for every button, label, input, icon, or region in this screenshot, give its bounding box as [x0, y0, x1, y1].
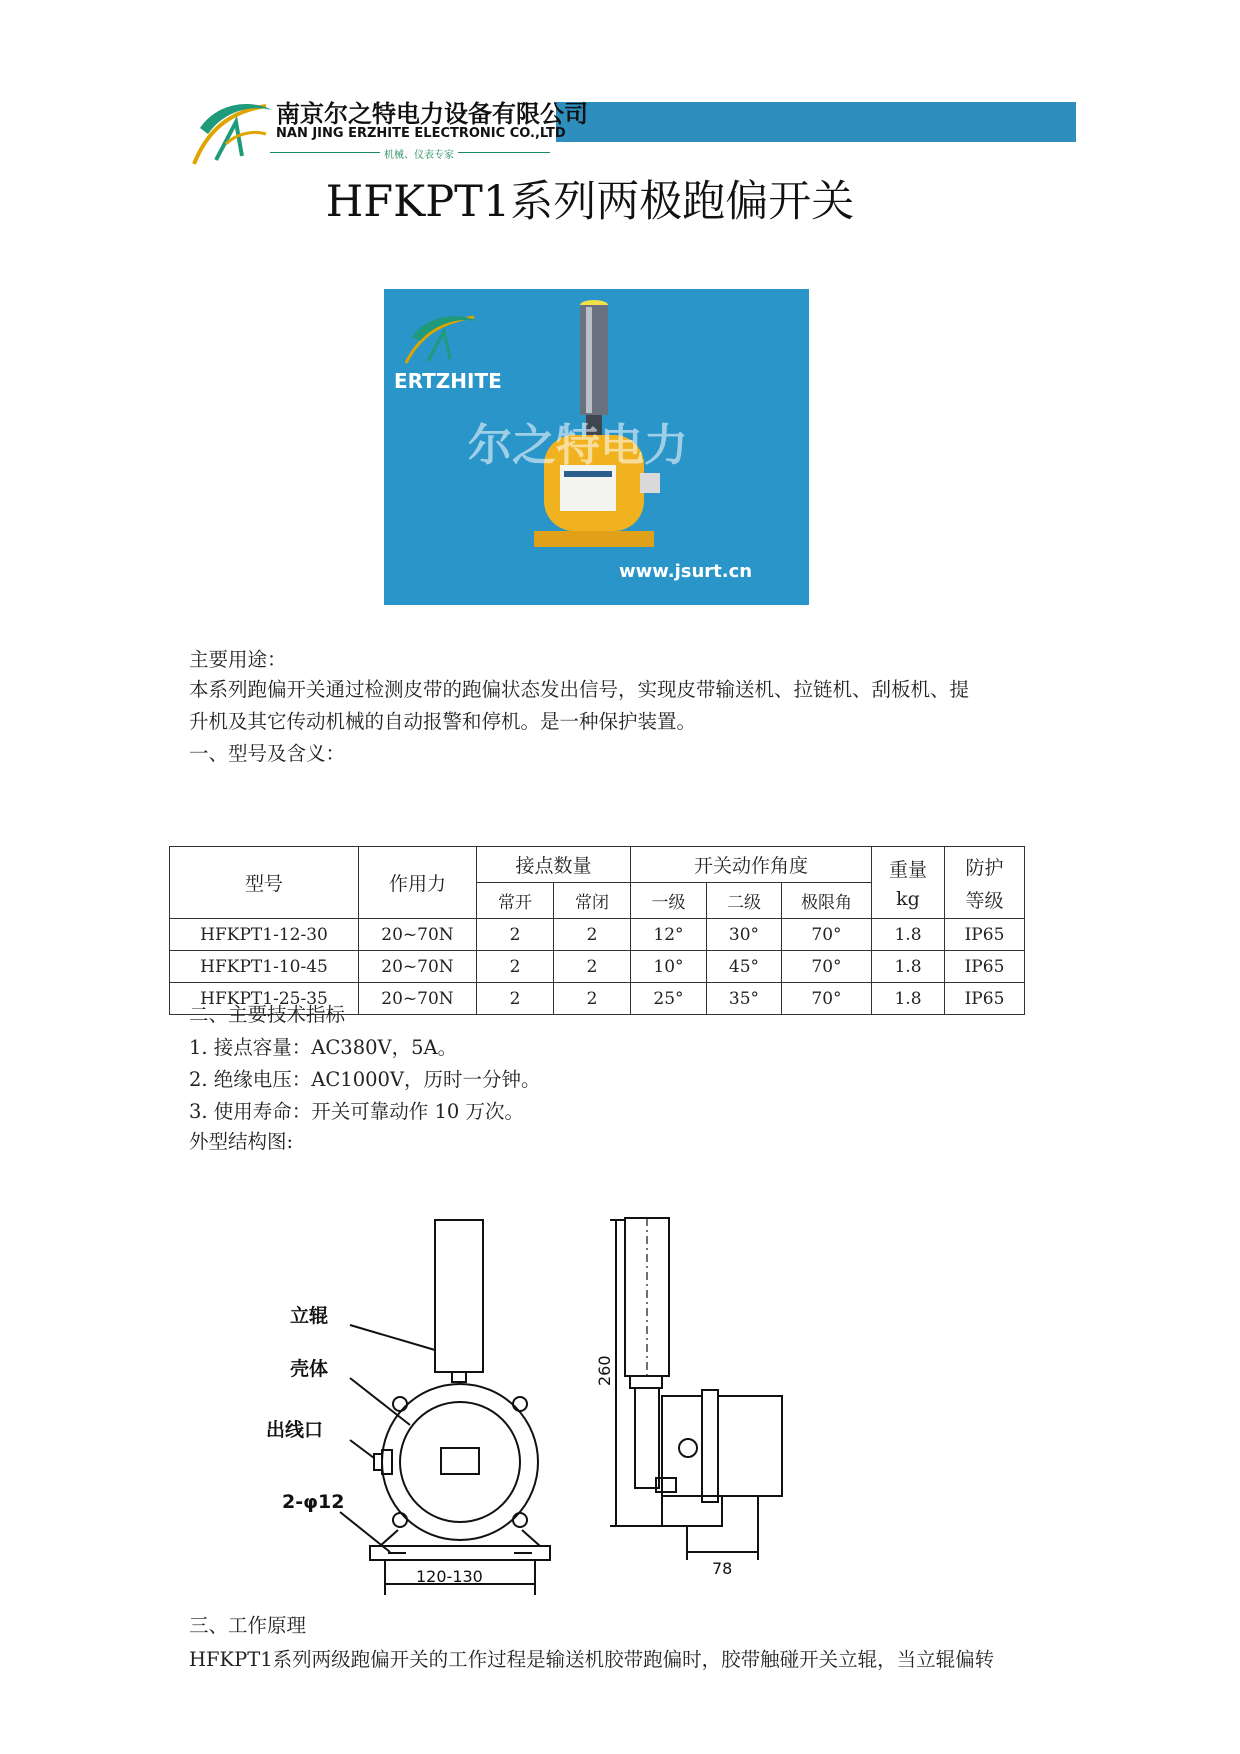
cell-limit: 70°	[782, 983, 872, 1015]
dim-depth: 78	[712, 1559, 733, 1578]
header-normally-open: 常开	[477, 883, 554, 919]
cell-ip: IP65	[945, 919, 1025, 951]
spec-item-1: 1. 接点容量：AC380V，5A。	[189, 1036, 458, 1059]
header-model: 型号	[170, 847, 359, 919]
label-mounting-holes: 2-φ12	[282, 1491, 345, 1513]
company-logo-icon	[186, 94, 276, 166]
photo-watermark: 尔之特电力	[468, 420, 688, 471]
cell-level-1: 10°	[631, 951, 707, 983]
spec-item-3: 3. 使用寿命：开关可靠动作 10 万次。	[189, 1100, 525, 1123]
front-roller-shape	[435, 1220, 483, 1372]
company-tagline: 机械、仪表专家	[380, 146, 458, 161]
cell-weight: 1.8	[872, 951, 945, 983]
main-use-text-line-1: 本系列跑偏开关通过检测皮带的跑偏状态发出信号，实现皮带输送机、拉链机、刮板机、提	[189, 678, 970, 701]
drawing-heading: 外型结构图:	[189, 1130, 294, 1153]
main-use-text-line-2: 升机及其它传动机械的自动报警和停机。是一种保护装置。	[189, 710, 697, 733]
header-banner	[556, 102, 1076, 142]
label-outlet: 出线口	[266, 1419, 324, 1441]
cell-limit: 70°	[782, 919, 872, 951]
header-weight-line-1: 重量	[888, 859, 927, 881]
cell-level-1: 12°	[631, 919, 707, 951]
cell-level-2: 45°	[707, 951, 782, 983]
cell-force: 20~70N	[359, 919, 477, 951]
cell-force: 20~70N	[359, 951, 477, 983]
section-3-heading: 三、工作原理	[189, 1614, 307, 1637]
cell-weight: 1.8	[872, 919, 945, 951]
header-weight-line-2: kg	[896, 888, 920, 910]
company-name-en: NAN JING ERZHITE ELECTRONIC CO.,LTD	[276, 126, 566, 141]
spec-item-2: 2. 绝缘电压：AC1000V，历时一分钟。	[189, 1068, 541, 1091]
cell-nc: 2	[554, 983, 631, 1015]
document-title: HFKPT1系列两极跑偏开关	[325, 177, 855, 227]
header-contacts: 接点数量	[477, 847, 631, 883]
cell-weight: 1.8	[872, 983, 945, 1015]
header-normally-closed: 常闭	[554, 883, 631, 919]
cell-no: 2	[477, 919, 554, 951]
cell-no: 2	[477, 983, 554, 1015]
header-weight	[872, 847, 945, 919]
header-limit-angle: 极限角	[782, 883, 872, 919]
cell-level-2: 30°	[707, 919, 782, 951]
header-protection-line-2: 等级	[965, 889, 1004, 912]
header-force: 作用力	[359, 847, 477, 919]
header-protection	[945, 847, 1025, 919]
dim-width: 120-130	[416, 1567, 483, 1586]
header-level-2: 二级	[707, 883, 782, 919]
label-roller: 立辊	[290, 1305, 329, 1327]
cell-nc: 2	[554, 951, 631, 983]
section-1-heading: 一、型号及含义：	[189, 742, 346, 765]
label-shell: 壳体	[290, 1358, 329, 1380]
working-principle-text: HFKPT1系列两级跑偏开关的工作过程是输送机胶带跑偏时，胶带触碰开关立辊，当立辊偏转	[189, 1648, 995, 1671]
cell-limit: 70°	[782, 951, 872, 983]
main-use-heading: 主要用途：	[189, 648, 287, 671]
cell-model: HFKPT1-12-30	[170, 919, 359, 951]
company-name-cn: 南京尔之特电力设备有限公司	[276, 100, 588, 128]
cell-model: HFKPT1-10-45	[170, 951, 359, 983]
cell-no: 2	[477, 951, 554, 983]
cell-nc: 2	[554, 919, 631, 951]
structure-drawing	[266, 1200, 920, 1590]
model-spec-table	[169, 846, 1025, 1015]
photo-logo-icon	[402, 309, 482, 365]
cell-level-2: 35°	[707, 983, 782, 1015]
cell-level-1: 25°	[631, 983, 707, 1015]
product-photo	[384, 289, 809, 605]
header-protection-line-1: 防护	[965, 856, 1004, 879]
cell-ip: IP65	[945, 983, 1025, 1015]
cell-ip: IP65	[945, 951, 1025, 983]
dim-height: 260	[595, 1355, 614, 1386]
table-row	[170, 951, 1025, 983]
photo-brand-text: ERTZHITE	[394, 369, 502, 393]
section-2-heading: 二、主要技术指标	[189, 1003, 346, 1026]
cell-force: 20~70N	[359, 983, 477, 1015]
cell-model: HFKPT1-25-35	[170, 983, 359, 1015]
photo-url-text: www.jsurt.cn	[619, 561, 753, 582]
table-row	[170, 919, 1025, 951]
header-level-1: 一级	[631, 883, 707, 919]
header-action-angle: 开关动作角度	[631, 847, 872, 883]
